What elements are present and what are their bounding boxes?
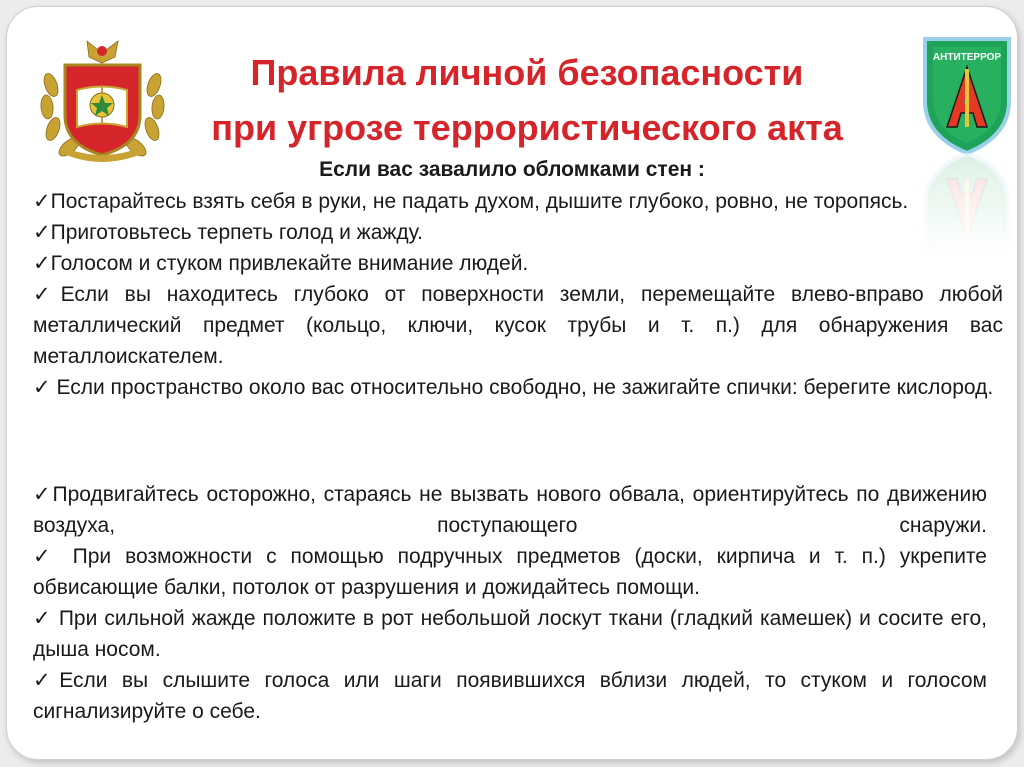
- checkmark-icon: ✓: [33, 190, 51, 213]
- checkmark-icon: ✓: [33, 221, 51, 244]
- svg-text:АНТИТЕРРОР: АНТИТЕРРОР: [932, 52, 1002, 63]
- checkmark-icon: ✓: [33, 252, 51, 275]
- list-item: ✓ Если пространство около вас относительно свободно, не зажигайте спички: берегите кислород.: [33, 376, 994, 399]
- list-item: ✓ При возможности с помощью подручных предметов (доски, кирпича и т. п.) укрепите обвисающие балки, потолок от разрушения и дожидайтесь помощи.: [33, 545, 987, 599]
- checkmark-icon: ✓: [33, 483, 53, 506]
- checkmark-icon: ✓: [33, 607, 52, 630]
- checkmark-icon: ✓: [33, 669, 60, 692]
- slide-card: [6, 6, 1018, 760]
- section-subtitle: Если вас завалило обломками стен :: [319, 158, 705, 181]
- rules-list-group-1: [33, 186, 1003, 403]
- list-item: ✓ При сильной жажде положите в рот небольшой лоскут ткани (гладкий камешек) и сосите его, дыша носом.: [33, 607, 987, 661]
- list-item: ✓Продвигайтесь осторожно, стараясь не вызвать нового обвала, ориентируйтесь по движению воздуха, поступающего снаружи.: [33, 483, 987, 537]
- list-item: ✓Голосом и стуком привлекайте внимание людей.: [33, 252, 529, 275]
- page-title-line-2: при угрозе террористического акта: [211, 107, 843, 148]
- list-item: ✓Если вы слышите голоса или шаги появившихся вблизи людей, то стуком и голосом сигнализируйте о себе.: [33, 669, 987, 723]
- list-item: ✓Постарайтесь взять себя в руки, не падать духом, дышите глубоко, ровно, не торопясь.: [33, 190, 909, 213]
- checkmark-icon: ✓: [33, 283, 61, 306]
- list-item: ✓Если вы находитесь глубоко от поверхности земли, перемещайте влево-вправо любой металлический предмет (кольцо, ключи, кусок трубы и т. п.) для обнаружения вас металлоискателем.: [33, 283, 1003, 368]
- checkmark-icon: ✓: [33, 376, 51, 399]
- page-title-line-1: Правила личной безопасности: [250, 52, 804, 93]
- list-item: ✓Приготовьтесь терпеть голод и жажду.: [33, 221, 423, 244]
- checkmark-icon: ✓: [33, 545, 59, 568]
- rules-list-group-2: [33, 479, 987, 727]
